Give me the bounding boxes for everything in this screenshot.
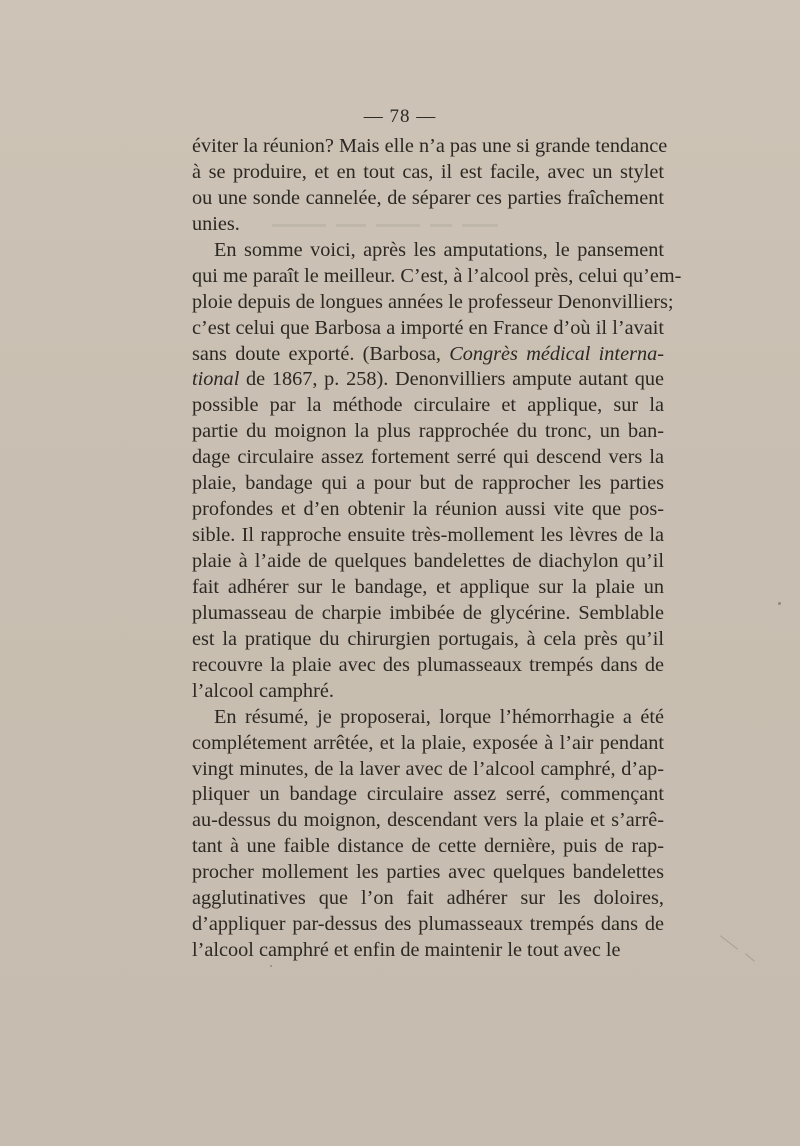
text-line: dage circulaire assez fortement serré qui descend vers la: [192, 446, 664, 469]
text-line: procher mollement les parties avec quelques bandelettes: [192, 861, 664, 884]
text-line: profondes et d’en obtenir la réunion aussi vite que pos-: [192, 498, 664, 521]
text-line: éviter la réunion? Mais elle n’a pas une si grande tendance: [192, 135, 668, 157]
text-line: plumasseau de charpie imbibée de glycérine. Semblable: [192, 601, 664, 624]
text-line: tant à une faible distance de cette dernière, puis de rap-: [192, 835, 664, 858]
text-line: ou une sonde cannelée, de séparer ces parties fraîchement: [192, 186, 664, 209]
italic-segment: Congrès médical interna-: [449, 342, 665, 365]
page-number: — 78 —: [363, 106, 437, 127]
text-line: unies.: [192, 212, 240, 235]
text-line: agglutinatives que l’on fait adhérer sur les doloires,: [192, 887, 664, 910]
text-line: En somme voici, après les amputations, le pansement: [214, 238, 664, 261]
text-line: c’est celui que Barbosa a importé en France d’où il l’avait: [192, 316, 664, 339]
text-line: pliquer un bandage circulaire assez serré, commençant: [192, 783, 664, 806]
text-line: l’alcool camphré.: [192, 679, 334, 702]
text-line: ploie depuis de longues années le professeur Denonvilliers;: [192, 290, 674, 313]
text-line: [192, 367, 664, 393]
text-segment: sans doute exporté. (Barbosa,: [192, 342, 450, 365]
body-text: [192, 134, 682, 964]
text-line: qui me paraît le meilleur. C’est, à l’alcool près, celui qu’em-: [192, 264, 682, 287]
paper-scratch: [745, 953, 755, 961]
text-line: à se produire, et en tout cas, il est facile, avec un stylet: [192, 160, 664, 183]
text-line: vingt minutes, de la laver avec de l’alcool camphré, d’ap-: [192, 757, 664, 780]
paper-speck: [778, 602, 781, 605]
text-line: est la pratique du chirurgien portugais, à cela près qu’il: [192, 627, 664, 650]
text-line: complétement arrêtée, et la plaie, exposée à l’air pendant: [192, 731, 664, 754]
italic-segment: tional: [192, 368, 240, 391]
text-line: En résumé, je proposerai, lorque l’hémorrhagie a été: [214, 705, 664, 728]
text-line: au-dessus du moignon, descendant vers la plaie et s’arrê-: [192, 809, 664, 832]
paper-speck: [270, 965, 272, 967]
text-line: sible. Il rapproche ensuite très-mollement les lèvres de la: [192, 524, 664, 547]
text-line: fait adhérer sur le bandage, et applique sur la plaie un: [192, 575, 664, 598]
text-line: d’appliquer par-dessus des plumasseaux trempés dans de: [192, 913, 664, 936]
text-line: possible par la méthode circulaire et applique, sur la: [192, 394, 664, 417]
paper-scratch: [720, 935, 738, 949]
text-segment: de 1867, p. 258). Denonvilliers ampute autant que: [239, 368, 664, 391]
text-line: l’alcool camphré et enfin de maintenir le tout avec le: [192, 939, 621, 962]
text-line: [192, 342, 664, 368]
text-line: partie du moignon la plus rapprochée du tronc, un ban-: [192, 420, 664, 443]
text-line: plaie, bandage qui a pour but de rapprocher les parties: [192, 472, 664, 495]
text-line: plaie à l’aide de quelques bandelettes de diachylon qu’il: [192, 550, 664, 572]
text-line: recouvre la plaie avec des plumasseaux trempés dans de: [192, 653, 664, 676]
